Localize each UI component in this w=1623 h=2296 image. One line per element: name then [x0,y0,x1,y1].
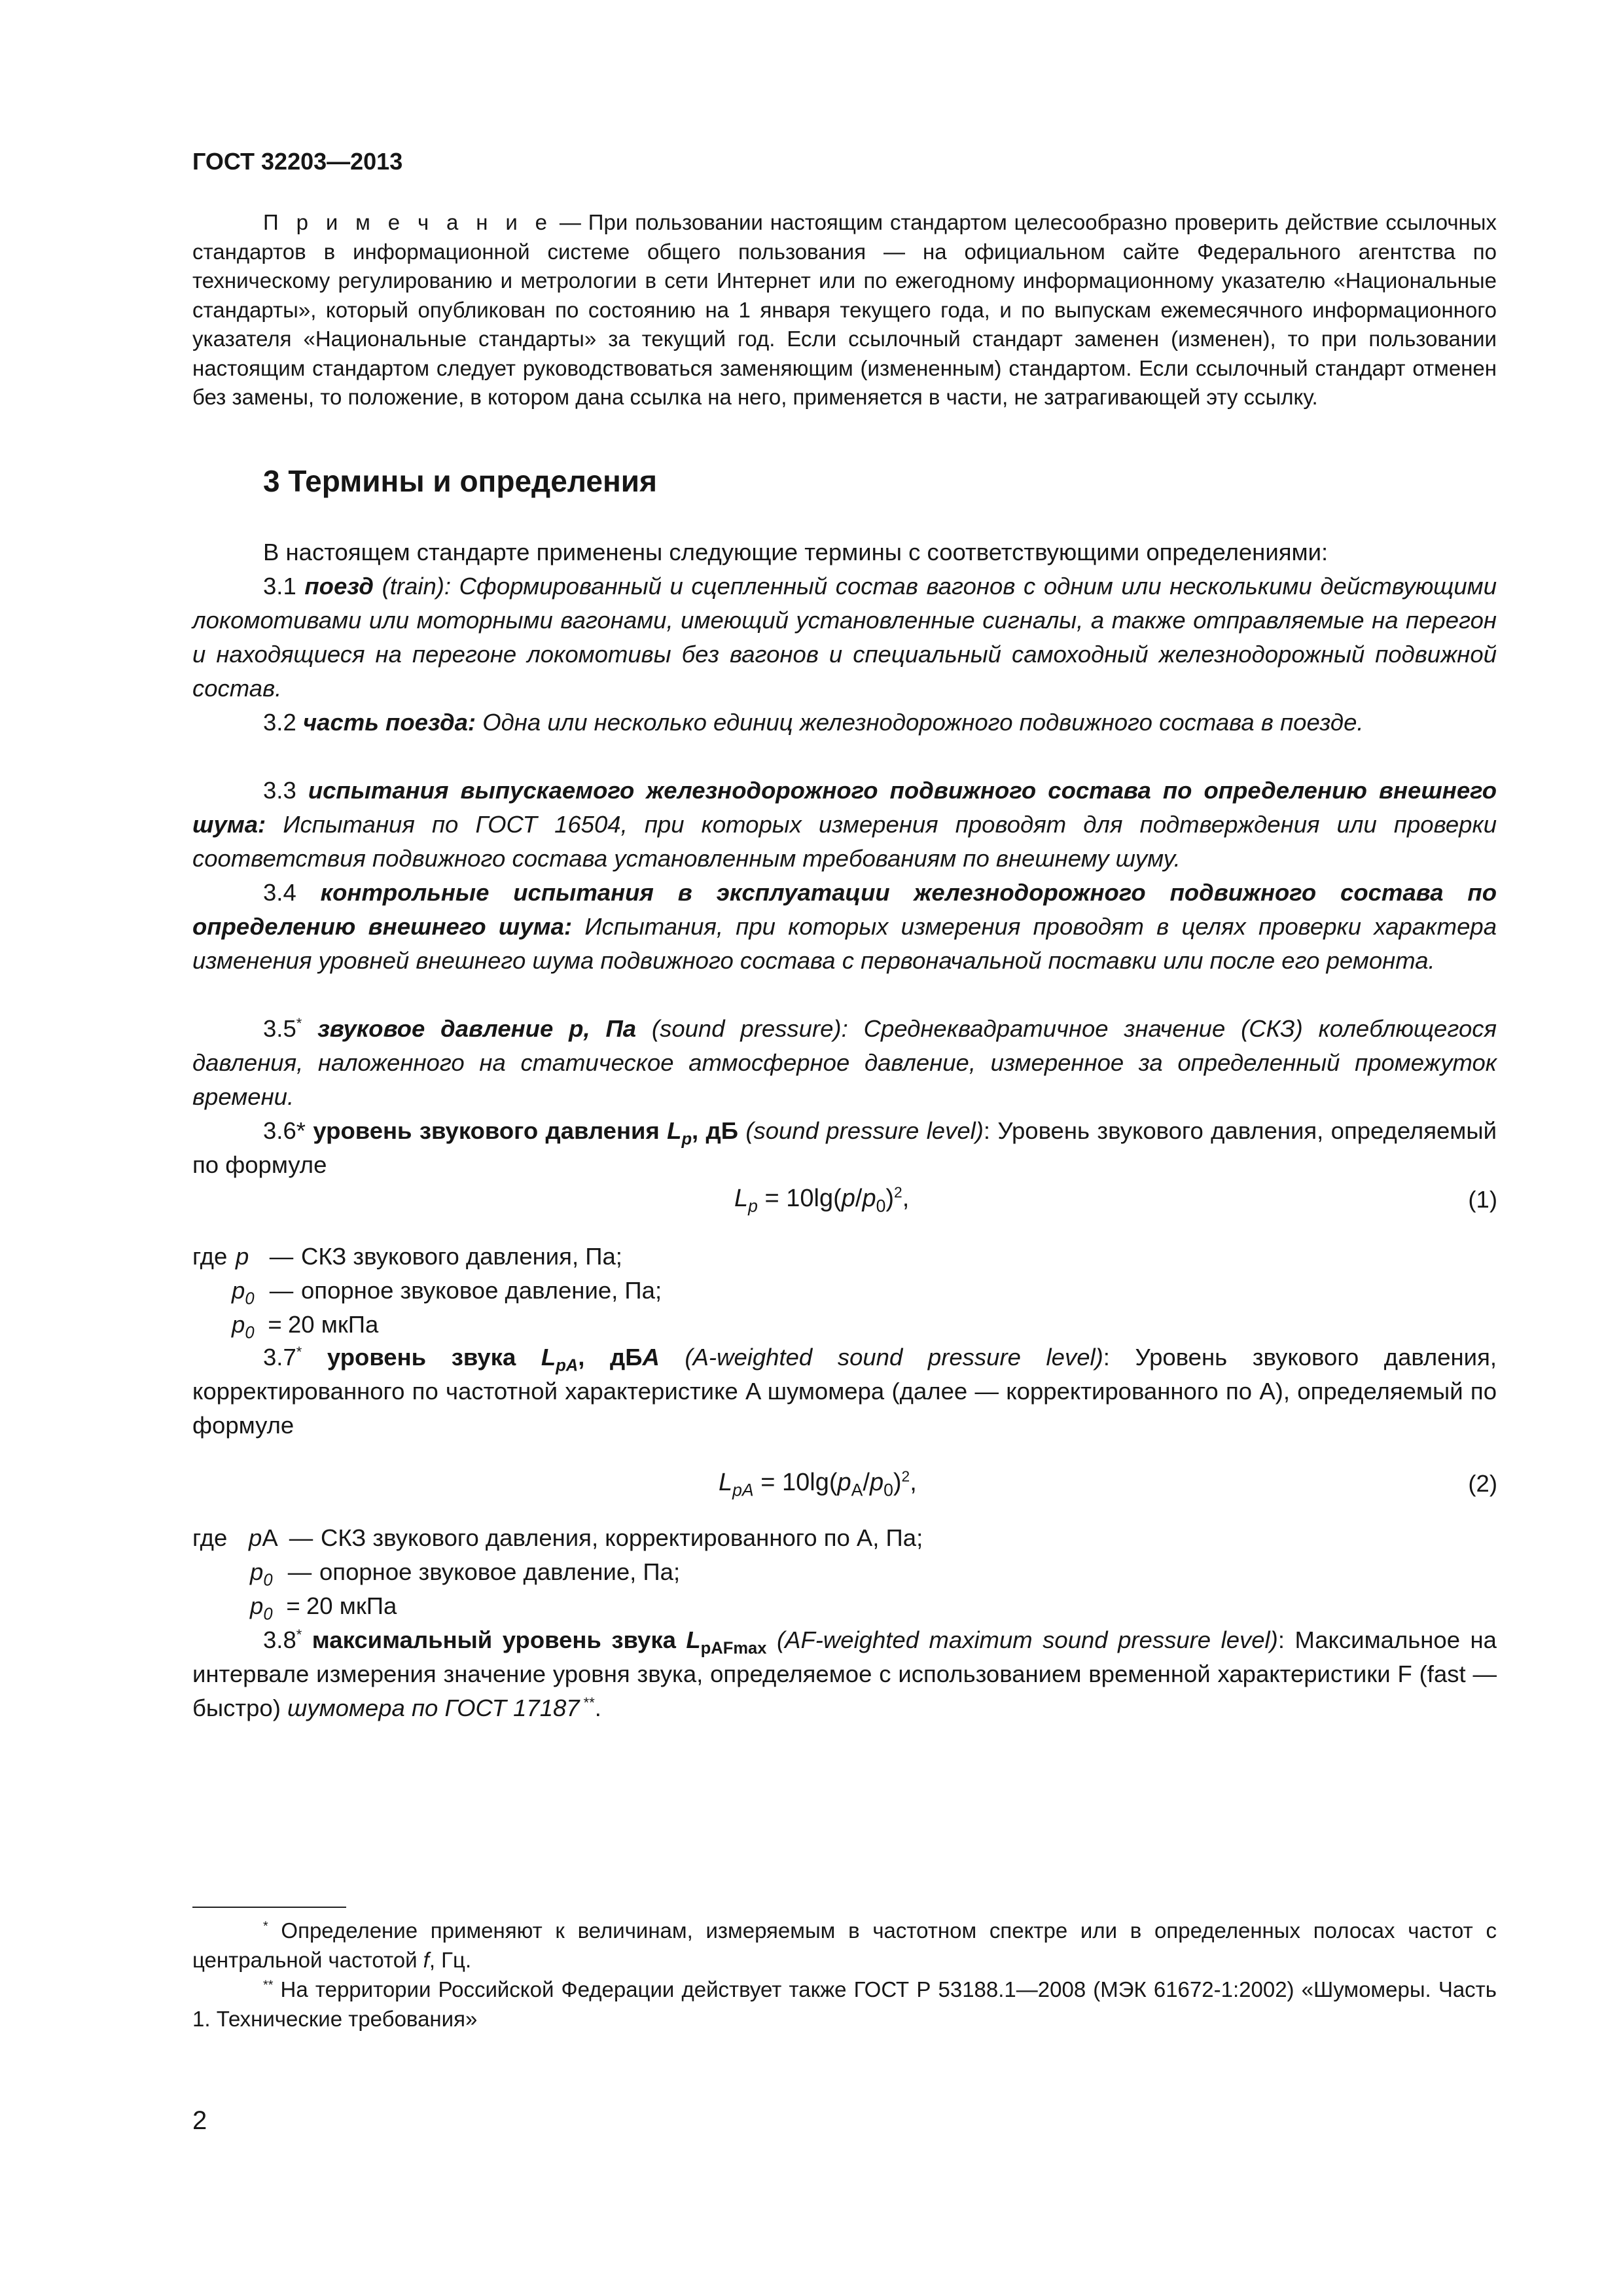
formula-symbol: p [862,1185,876,1212]
formula-text: , [910,1469,917,1496]
legend-row [192,1240,662,1274]
intro-paragraph: В настоящем стандарте применены следующие термины с соответствующими определениями: [263,539,1329,565]
term-symbol: L [686,1626,701,1653]
section-title: 3 Термины и определения [263,464,657,498]
term-english: (train) [373,573,444,600]
legend-symbol: $p_0$ [232,1277,255,1308]
term-number: 3.2 [263,709,303,736]
note-label: П р и м е ч а н и е [263,210,553,234]
formula-text: = 10lg( [757,1185,842,1212]
formula-text: ) [885,1185,895,1212]
legend-prefix: где [192,1243,228,1270]
legend-text: СКЗ звукового давления, Па; [301,1243,622,1270]
term-symbol-subscript: pAFmax [700,1639,767,1658]
term-symbol-subscript: pA [556,1356,579,1375]
term-number: 3.6* [263,1117,313,1144]
legend-symbol: $p_0$ [232,1311,255,1342]
formula-symbol: L [719,1469,733,1496]
formula-text: , [902,1185,910,1212]
formula-subscript: p [748,1196,758,1216]
footnote-symbol: f [423,1947,429,1972]
term-number: 3.1 [263,573,305,600]
term-english: (A-weighted sound pressure level) [659,1344,1103,1371]
term-end: . [594,1695,601,1721]
term-definition: : Максимальное на интервале измерения значение уровня звука, определяемое с использованием временной характеристики F (fast — быстро) [192,1626,1497,1721]
term-number: 3.5 [263,1015,296,1042]
legend-dash: — [269,1277,294,1304]
formula-text: / [863,1469,870,1496]
term-definition-italic: шумомера по ГОСТ 17187 [287,1695,580,1721]
footnote-marker: * [296,1014,302,1031]
legend-dash: = [268,1311,282,1338]
formula-symbol: p [837,1469,851,1496]
term-definition: : Уровень звукового давления, корректированного по частотной характеристике A шумомера (далее — корректированного по A), определяемый по формуле [192,1344,1497,1439]
legend-symbol: $p_0$ [250,1592,273,1624]
legend-dash: — [287,1558,312,1585]
term-number: 3.8 [263,1626,296,1653]
term-definition: : Сформированный и сцепленный состав вагонов с одним или несколькими действующими локомотивами или моторными вагонами, имеющий установленные сигналы, а также отправляемые на перегон и находящиеся на перегоне локомотивы без вагонов и специальный самоходный железнодорожный подвижной состав. [192,573,1497,702]
footnote-text: На территории Российской Федерации действует также ГОСТ Р 53188.1—2008 (МЭК 61672-1:2002) «Шумомеры. Часть 1. Технические требования» [192,1977,1497,2031]
term-unit: , дБ [578,1344,643,1371]
term-3-8 [192,1623,1497,1725]
footnote-marker: * [263,1919,268,1933]
legend-dash: = [286,1592,300,1619]
term-name: уровень звука [327,1344,541,1371]
term-3-7 [192,1340,1497,1443]
footnote-2 [192,1975,1497,2034]
legend-row [192,1555,923,1589]
term-number: 3.7 [263,1344,296,1371]
legend-text: 20 мкПа [306,1592,397,1619]
formula-subscript: pA [732,1480,754,1500]
term-english: (sound pressure) [636,1015,842,1042]
term-3-2 [192,706,1497,740]
formula-subscript: 0 [883,1480,893,1500]
term-name: часть поезда: [302,709,476,736]
term-name: поезд [304,573,374,600]
footnote-separator [192,1907,346,1908]
legend-text: опорное звуковое давление, Па; [301,1277,662,1304]
formula-2-number: (2) [1468,1470,1497,1497]
term-name: контрольные испытания в эксплуатации железнодорожного подвижного состава по определению внешнего шума: [192,879,1497,940]
footnote-marker: * [296,1626,302,1643]
note-text: — При пользовании настоящим стандартом целесообразно проверить действие ссылочных стандартов в информационной системе общего пользования — на официальном сайте Федерального агентства по техническому регулированию и метрологии в сети Интернет или по ежегодному информационному указателю «Национальные стандарты», который опубликован по состоянию на 1 января текущего года, и по выпускам ежемесячного информационного указателя «Национальные стандарты» за текущий год. Если ссылочный стандарт заменен (изменен), то при пользовании настоящим стандартом следует руководствоваться заменяющим (измененным) стандартом. Если ссылочный стандарт отменен без замены, то положение, в котором дана ссылка на него, применяется в части, не затрагивающей эту ссылку. [192,210,1497,409]
term-english: (sound pressure level) [738,1117,984,1144]
legend-row [192,1308,662,1342]
formula-text: / [855,1185,863,1212]
term-definition: : Уровень звукового давления, определяемый по формуле [192,1117,1497,1178]
legend-text: опорное звуковое давление, Па; [319,1558,681,1585]
legend-text: 20 мкПа [288,1311,379,1338]
formula-text: = 10lg( [753,1469,838,1496]
term-unit: A [642,1344,660,1371]
legend-symbol: pA [249,1524,278,1551]
term-unit: , дБ [692,1117,738,1144]
legend-symbol: p [236,1243,249,1270]
legend-row [192,1589,923,1623]
term-symbol: L [667,1117,682,1144]
formula-symbol: p [841,1185,855,1212]
legend-row [192,1521,923,1555]
formula-1-number: (1) [1468,1186,1497,1213]
legend-dash: — [289,1524,313,1551]
formula-1-legend [192,1240,662,1342]
legend-text: СКЗ звукового давления, корректированного по A, Па; [321,1524,923,1551]
formula-power: 2 [901,1467,910,1485]
term-3-3 [192,774,1497,876]
legend-dash: — [269,1243,294,1270]
footnote-text: , Гц. [429,1947,472,1972]
term-definition: Одна или несколько единиц железнодорожного подвижного состава в поезде. [476,709,1364,736]
term-3-4 [192,876,1497,978]
note-paragraph [192,208,1497,412]
legend-prefix: где [192,1524,228,1551]
term-symbol-subscript: p [681,1130,692,1149]
term-name: уровень звукового давления [313,1117,668,1144]
document-header: ГОСТ 32203—2013 [192,148,403,175]
term-definition: Испытания, при которых измерения проводят в целях проверки характера изменения уровней внешнего шума подвижного состава с первоначальной поставки или после его ремонта. [192,913,1497,974]
formula-subscript: 0 [876,1196,886,1216]
legend-row [192,1274,662,1308]
term-number: 3.4 [263,879,321,906]
term-3-5 [192,1012,1497,1114]
page-number: 2 [192,2106,207,2135]
formula-symbol: p [869,1469,884,1496]
formula-2 [719,1467,917,1500]
term-symbol: L [541,1344,556,1371]
footnote-text: Определение применяют к величинам, измеряемым в частотном спектре или в определенных полосах частот с центральной частотой [192,1918,1497,1972]
footnote-marker: ** [579,1694,595,1711]
formula-symbol: L [734,1185,749,1212]
term-name: максимальный уровень звука [312,1626,687,1653]
term-definition: Испытания по ГОСТ 16504, при которых измерения проводят для подтверждения или проверки соответствия подвижного состава установленным требованиям по внешнему шуму. [192,811,1497,872]
term-number: 3.3 [263,777,308,804]
footnote-1 [192,1916,1497,1975]
formula-text: ) [893,1469,902,1496]
term-name: звуковое давление p, Па [317,1015,637,1042]
term-3-1 [192,569,1497,706]
footnote-marker: * [296,1343,302,1360]
formula-power: 2 [894,1183,902,1201]
term-english: (AF-weighted maximum sound pressure level) [766,1626,1278,1653]
footnote-marker: ** [263,1978,274,1992]
legend-symbol: $p_0$ [250,1558,273,1590]
term-name: испытания выпускаемого железнодорожного подвижного состава по определению внешнего шума: [192,777,1497,838]
formula-subscript: A [851,1480,863,1500]
formula-2-legend [192,1521,923,1623]
term-definition: : Среднеквадратичное значение (СКЗ) колеблющегося давления, наложенного на статическое атмосферное давление, измеренное за определенный промежуток времени. [192,1015,1497,1110]
formula-1 [734,1183,910,1216]
term-3-6 [192,1114,1497,1182]
